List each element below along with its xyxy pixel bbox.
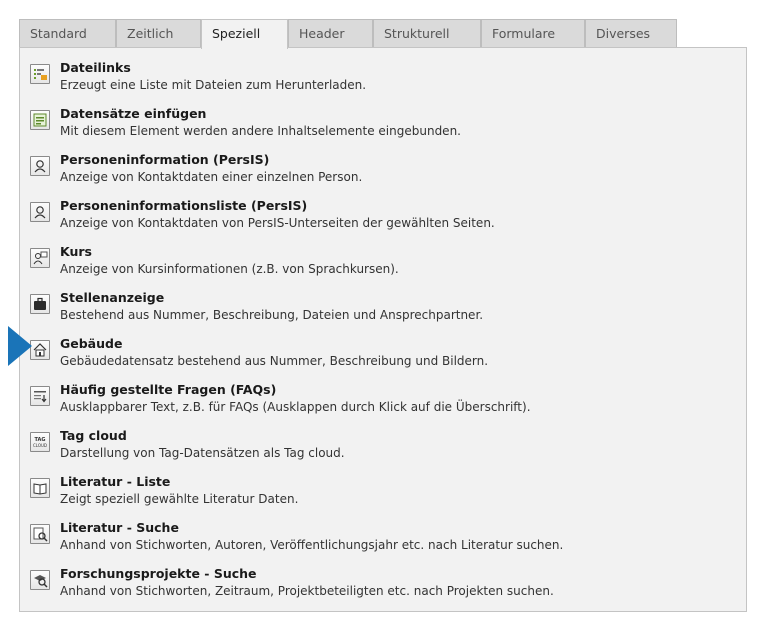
- tab-speziell[interactable]: Speziell: [201, 19, 288, 49]
- item-description: Anhand von Stichworten, Zeitraum, Projektbeteiligten etc. nach Projekten suchen.: [60, 584, 554, 598]
- item-description: Erzeugt eine Liste mit Dateien zum Herunterladen.: [60, 78, 367, 92]
- tab-formulare[interactable]: Formulare: [481, 19, 585, 47]
- item-description: Anzeige von Kursinformationen (z.B. von Sprachkursen).: [60, 262, 399, 276]
- book-icon: [30, 478, 50, 498]
- file-links-icon: [30, 64, 50, 84]
- list-item-faq[interactable]: [30, 382, 730, 424]
- selection-pointer-arrow: [8, 326, 32, 366]
- item-description: Bestehend aus Nummer, Beschreibung, Dateien und Ansprechpartner.: [60, 308, 484, 322]
- item-title: Dateilinks: [60, 60, 131, 75]
- building-icon: [30, 340, 50, 360]
- item-title: Tag cloud: [60, 428, 127, 443]
- person-icon: [30, 156, 50, 176]
- item-title: Häufig gestellte Fragen (FAQs): [60, 382, 277, 397]
- list-item-kurs[interactable]: [30, 244, 730, 286]
- tab-diverses[interactable]: Diverses: [585, 19, 677, 47]
- list-item-literatur-suche[interactable]: [30, 520, 730, 562]
- research-search-icon: [30, 570, 50, 590]
- list-item-tag-cloud[interactable]: [30, 428, 730, 470]
- item-title: Literatur - Liste: [60, 474, 171, 489]
- item-description: Anzeige von Kontaktdaten einer einzelnen Person.: [60, 170, 363, 184]
- literature-search-icon: [30, 524, 50, 544]
- item-description: Gebäudedatensatz bestehend aus Nummer, Beschreibung und Bildern.: [60, 354, 489, 368]
- list-item-personeninformation[interactable]: [30, 152, 730, 194]
- item-title: Personeninformationsliste (PersIS): [60, 198, 308, 213]
- tab-strukturell[interactable]: Strukturell: [373, 19, 481, 47]
- item-description: Anzeige von Kontaktdaten von PersIS-Unterseiten der gewählten Seiten.: [60, 216, 495, 230]
- insert-records-icon: [30, 110, 50, 130]
- item-title: Forschungsprojekte - Suche: [60, 566, 257, 581]
- svg-text:CLOUD: CLOUD: [32, 443, 48, 448]
- item-description: Anhand von Stichworten, Autoren, Veröffentlichungsjahr etc. nach Literatur suchen.: [60, 538, 564, 552]
- course-icon: [30, 248, 50, 268]
- item-description: Darstellung von Tag-Datensätzen als Tag cloud.: [60, 446, 345, 460]
- tab-header[interactable]: Header: [288, 19, 373, 47]
- item-description: Ausklappbarer Text, z.B. für FAQs (Ausklappen durch Klick auf die Überschrift).: [60, 400, 531, 414]
- content-element-panel: [19, 47, 747, 612]
- item-title: Literatur - Suche: [60, 520, 179, 535]
- list-item-forschungsprojekte-suche[interactable]: [30, 566, 730, 608]
- list-item-stellenanzeige[interactable]: [30, 290, 730, 332]
- faq-expand-icon: [30, 386, 50, 406]
- item-title: Datensätze einfügen: [60, 106, 207, 121]
- tag-cloud-icon: [30, 432, 50, 452]
- item-title: Stellenanzeige: [60, 290, 165, 305]
- item-description: Mit diesem Element werden andere Inhaltselemente eingebunden.: [60, 124, 461, 138]
- briefcase-icon: [30, 294, 50, 314]
- list-item-literatur-liste[interactable]: [30, 474, 730, 516]
- tab-standard[interactable]: Standard: [19, 19, 116, 47]
- item-title: Gebäude: [60, 336, 123, 351]
- item-description: Zeigt speziell gewählte Literatur Daten.: [60, 492, 299, 506]
- list-item-datensaetze-einfuegen[interactable]: [30, 106, 730, 148]
- item-title: Kurs: [60, 244, 92, 259]
- person-list-icon: [30, 202, 50, 222]
- list-item-gebaeude[interactable]: [30, 336, 730, 378]
- list-item-dateilinks[interactable]: [30, 60, 730, 102]
- svg-text:TAG: TAG: [34, 437, 46, 443]
- list-item-personeninformationsliste[interactable]: [30, 198, 730, 240]
- item-title: Personeninformation (PersIS): [60, 152, 270, 167]
- tab-zeitlich[interactable]: Zeitlich: [116, 19, 201, 47]
